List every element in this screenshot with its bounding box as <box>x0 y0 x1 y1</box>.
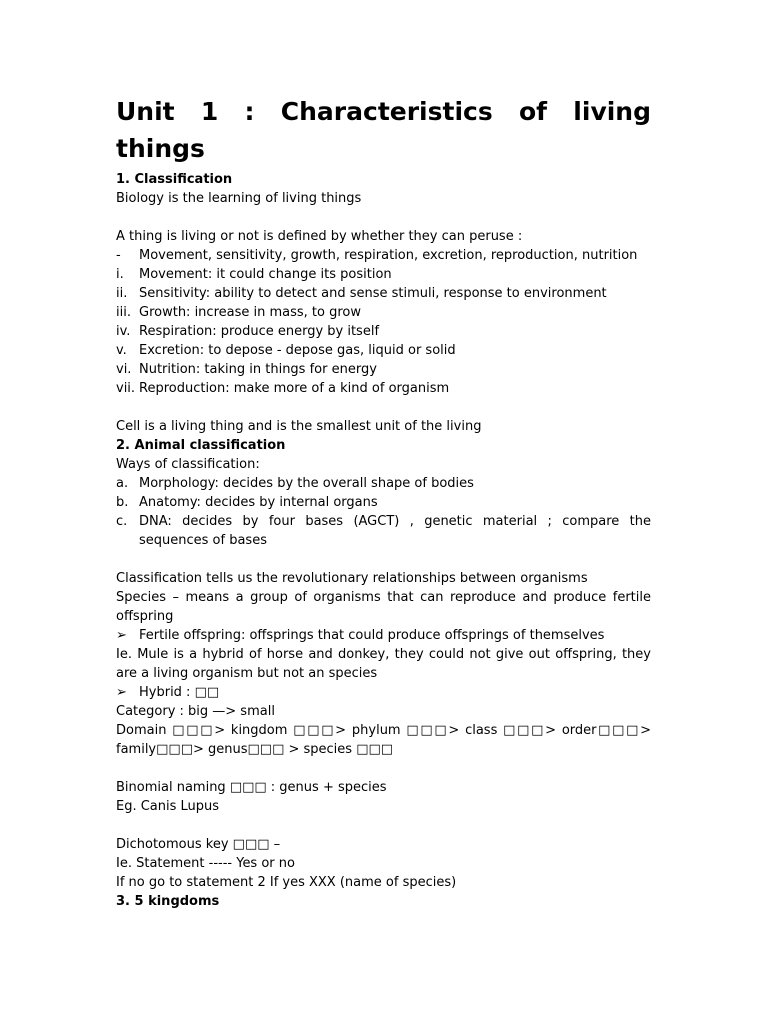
spacer <box>116 550 651 569</box>
list-marker: ii. <box>116 286 128 301</box>
classification-text: Classification tells us the revolutionary relationships between organisms <box>116 571 588 586</box>
section-heading-animal-classification: 2. Animal classification <box>116 438 286 453</box>
list-item <box>116 683 651 702</box>
list-item <box>116 626 651 645</box>
list-marker: a. <box>116 476 129 491</box>
list-marker: vi. <box>116 362 132 377</box>
spacer <box>116 208 651 227</box>
list-item-text: Respiration: produce energy by itself <box>139 324 380 339</box>
list-item-text: Morphology: decides by the overall shape of bodies <box>139 476 474 491</box>
list-marker: iv. <box>116 324 131 339</box>
mule-text: Ie. Mule is a hybrid of horse and donkey, they could not give out offspring, they are a living organism but not an species <box>116 647 651 681</box>
cell-text: Cell is a living thing and is the smallest unit of the living <box>116 419 482 434</box>
domain-text: Domain □□□> kingdom □□□> phylum □□□> class □□□> order□□□> family□□□> genus□□□ > species □□□ <box>116 723 651 757</box>
defined-text: A thing is living or not is defined by whether they can peruse : <box>116 229 523 244</box>
statement-text: Ie. Statement ----- Yes or no <box>116 856 295 871</box>
list-item <box>116 360 651 379</box>
arrow-bullet-icon: ➢ <box>116 628 127 643</box>
list-item-text: Nutrition: taking in things for energy <box>139 362 377 377</box>
if-no-text: If no go to statement 2 If yes XXX (name of species) <box>116 875 457 890</box>
intro-text: Biology is the learning of living things <box>116 191 362 206</box>
list-item-text: Sensitivity: ability to detect and sense stimuli, response to environment <box>139 286 607 301</box>
document-body <box>116 170 651 911</box>
list-item-text: Movement: it could change its position <box>139 267 392 282</box>
alpha-list <box>116 474 651 550</box>
list-item <box>116 379 651 398</box>
list-item-text: Hybrid : □□ <box>139 685 220 700</box>
list-marker: iii. <box>116 305 131 320</box>
list-item <box>116 265 651 284</box>
spacer <box>116 759 651 778</box>
list-item-text: Excretion: to depose - depose gas, liquid or solid <box>139 343 456 358</box>
list-marker: c. <box>116 514 128 529</box>
list-marker: v. <box>116 343 127 358</box>
list-item <box>116 284 651 303</box>
list-marker: b. <box>116 495 129 510</box>
list-item <box>116 322 651 341</box>
list-item-text: Fertile offspring: offsprings that could produce offsprings of themselves <box>139 628 605 643</box>
example-text: Eg. Canis Lupus <box>116 799 220 814</box>
ways-text: Ways of classification: <box>116 457 260 472</box>
list-item-text: Growth: increase in mass, to grow <box>139 305 361 320</box>
list-item-text: Movement, sensitivity, growth, respiration, excretion, reproduction, nutrition <box>139 248 638 263</box>
list-item <box>116 474 651 493</box>
list-item-text: Reproduction: make more of a kind of organism <box>139 381 450 396</box>
list-marker: vii. <box>116 381 136 396</box>
list-item <box>116 246 651 265</box>
section-heading-classification: 1. Classification <box>116 172 233 187</box>
page-title: Unit 1 : Characteristics of living things <box>116 97 651 163</box>
list-item-text: Anatomy: decides by internal organs <box>139 495 378 510</box>
spacer <box>116 816 651 835</box>
dichotomous-text: Dichotomous key □□□ – <box>116 837 281 852</box>
list-marker: - <box>116 248 121 263</box>
list-item <box>116 493 651 512</box>
spacer <box>116 398 651 417</box>
species-text: Species – means a group of organisms that can reproduce and produce fertile offspring <box>116 590 651 624</box>
section-heading-5-kingdoms: 3. 5 kingdoms <box>116 894 220 909</box>
category-text: Category : big —> small <box>116 704 275 719</box>
arrow-bullet-icon: ➢ <box>116 685 127 700</box>
binomial-text: Binomial naming □□□ : genus + species <box>116 780 387 795</box>
roman-list <box>116 265 651 398</box>
list-marker: i. <box>116 267 124 282</box>
list-item <box>116 512 651 550</box>
list-item <box>116 341 651 360</box>
list-item <box>116 303 651 322</box>
list-item-text: DNA: decides by four bases (AGCT) , genetic material ; compare the sequences of bases <box>139 514 651 548</box>
